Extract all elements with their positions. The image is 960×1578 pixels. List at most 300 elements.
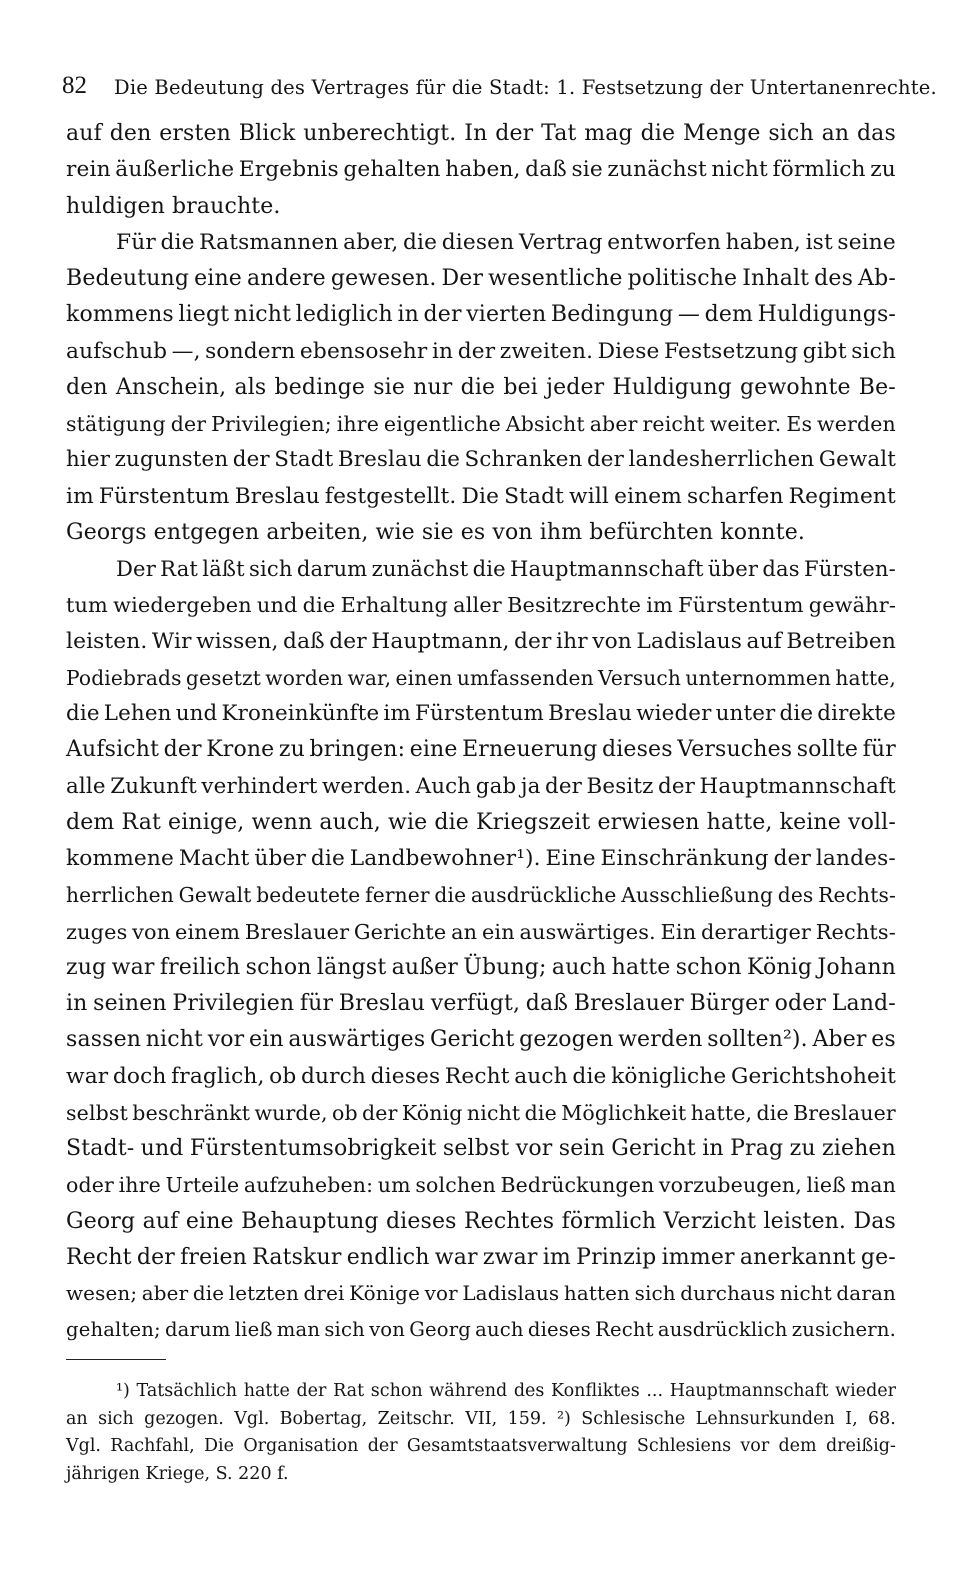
word: Möglichkeit xyxy=(561,1100,687,1125)
word: im xyxy=(542,1244,571,1270)
word: Breslau xyxy=(338,991,426,1016)
word: nicht xyxy=(145,1027,204,1053)
word: scharfen xyxy=(687,483,784,509)
word: erwiesen xyxy=(597,809,700,835)
text-line xyxy=(66,1276,896,1312)
word: auf xyxy=(66,121,102,146)
word: Fürstentumsobrigkeit xyxy=(189,1136,437,1161)
word: ließ xyxy=(806,1173,847,1198)
word: nicht xyxy=(779,1282,832,1305)
word: Ausschließung xyxy=(621,883,774,908)
word: zusichern. xyxy=(791,1318,896,1342)
word: Lehnsurkunden xyxy=(695,1408,835,1429)
word: Huldigungs- xyxy=(757,302,896,328)
word: die xyxy=(524,1100,557,1125)
word: will xyxy=(569,483,610,509)
word: Kriege, xyxy=(145,1463,211,1484)
word: vor xyxy=(740,1436,770,1456)
word: Recht xyxy=(595,1318,654,1342)
word: Es xyxy=(786,412,813,436)
word: des xyxy=(513,1381,545,1401)
word: 159. xyxy=(507,1408,547,1429)
word: Gericht xyxy=(611,1136,696,1161)
word: solchen xyxy=(415,1173,496,1198)
word: derartiger xyxy=(701,919,811,944)
word: ¹) xyxy=(116,1381,130,1401)
text-line xyxy=(66,225,896,261)
footnote-line xyxy=(66,1433,896,1461)
text-line xyxy=(66,370,896,406)
word: sich xyxy=(98,1408,134,1429)
word: gezogen. xyxy=(144,1408,224,1429)
word: daß xyxy=(525,157,567,183)
word: Für xyxy=(116,229,156,255)
word: aber, xyxy=(343,229,399,255)
word: politische xyxy=(627,266,738,291)
word: leisten. xyxy=(763,1208,847,1234)
word: Stadt xyxy=(504,483,564,509)
word: wieder xyxy=(636,701,712,726)
page-number: 82 xyxy=(62,72,87,99)
word: wesentliche xyxy=(488,266,623,291)
word: und xyxy=(256,593,298,618)
word: die xyxy=(756,1100,789,1125)
word: es xyxy=(871,1027,896,1053)
word: endlich xyxy=(346,1244,430,1270)
word: In xyxy=(464,121,488,146)
word: Prinzip xyxy=(576,1244,657,1270)
word: Schranken xyxy=(464,447,583,473)
word: schon xyxy=(245,954,312,980)
word: Betreiben xyxy=(786,628,896,654)
word: Zukunft xyxy=(110,773,197,799)
word: sie xyxy=(421,519,454,545)
word: die xyxy=(434,883,467,908)
word: aufzuheben: xyxy=(243,1173,374,1198)
word: Bobertag, xyxy=(279,1408,368,1429)
word: Breslauer xyxy=(573,991,684,1016)
word: hatte, xyxy=(835,665,896,690)
word: gewähr- xyxy=(808,593,896,618)
word: ein xyxy=(481,919,515,944)
word: Organisation xyxy=(243,1436,359,1456)
word: an xyxy=(451,919,478,944)
word: Inhalt xyxy=(742,266,810,291)
word: zu xyxy=(789,1136,816,1161)
word: haben, xyxy=(445,157,521,183)
word: Versuch xyxy=(598,665,682,690)
text-line xyxy=(66,877,896,913)
word: der xyxy=(457,338,496,364)
word: der xyxy=(329,628,367,654)
word: gehalten xyxy=(343,157,441,183)
word: wesen; xyxy=(66,1282,138,1305)
word: freien xyxy=(180,1244,247,1270)
word: reicht xyxy=(642,412,705,436)
word: der xyxy=(773,846,812,871)
word: die xyxy=(403,229,438,255)
word: Behauptung xyxy=(241,1208,379,1234)
word: die xyxy=(779,701,814,726)
text-line xyxy=(66,805,896,841)
word: Blick xyxy=(238,121,296,146)
word: Die xyxy=(204,1436,235,1456)
text-line xyxy=(66,1240,896,1276)
word: für xyxy=(862,737,896,763)
text-line xyxy=(66,116,896,152)
word: bedeutete xyxy=(256,883,361,908)
text-line xyxy=(66,914,896,950)
word: der xyxy=(232,447,270,473)
word: stätigung xyxy=(66,412,166,436)
text-line xyxy=(66,660,896,696)
word: im xyxy=(646,593,673,618)
word: herrlichen xyxy=(66,883,174,908)
word: äußerliche xyxy=(115,157,235,183)
text-line xyxy=(66,696,896,732)
word: Huldigung xyxy=(612,374,732,400)
word: Rechtes xyxy=(463,1208,555,1234)
word: dieses xyxy=(385,1208,457,1234)
running-title: Die Bedeutung des Vertrages für die Stadt: 1. Festsetzung der Untertanenrechte. xyxy=(114,76,937,99)
word: Johann xyxy=(817,954,896,980)
word: dem xyxy=(66,809,115,835)
word: an xyxy=(821,121,850,146)
word: des xyxy=(777,883,814,908)
word: Rechts- xyxy=(815,919,896,944)
word: seine xyxy=(837,229,896,255)
word: war xyxy=(111,954,155,980)
word: eine xyxy=(409,737,458,763)
word: dem xyxy=(778,1436,817,1456)
word: Hauptmannschaft xyxy=(669,1381,829,1401)
word: Bedrückungen xyxy=(500,1173,655,1198)
word: der xyxy=(495,121,534,146)
word: gewesen. xyxy=(330,266,437,291)
word: vorzubeugen, xyxy=(658,1173,802,1198)
word: Breslau xyxy=(548,701,633,726)
word: wieder xyxy=(835,1381,896,1401)
word: Land- xyxy=(831,991,896,1016)
text-line xyxy=(66,479,896,515)
word: gab xyxy=(475,773,517,799)
word: jeder xyxy=(546,374,605,400)
word: nicht xyxy=(233,302,292,328)
word: war xyxy=(434,1244,478,1270)
word: brauchte. xyxy=(172,193,281,219)
word: gibt xyxy=(802,338,847,364)
word: schon xyxy=(370,1381,423,1401)
word: der xyxy=(658,773,696,799)
word: ²) xyxy=(557,1408,571,1429)
word: die xyxy=(460,374,496,400)
word: ihr xyxy=(556,628,588,654)
word: der xyxy=(545,773,583,799)
word: Besitz xyxy=(586,773,654,799)
word: daß xyxy=(525,991,569,1016)
word: Eine xyxy=(545,846,596,871)
word: den xyxy=(109,121,152,146)
word: Konfliktes xyxy=(551,1381,640,1401)
word: die xyxy=(192,1282,225,1305)
word: nicht xyxy=(711,157,768,183)
running-head xyxy=(62,70,937,106)
word: der xyxy=(513,628,552,654)
word: in xyxy=(66,991,88,1016)
word: jährigen xyxy=(66,1463,140,1484)
text-line xyxy=(66,587,896,623)
word: doch xyxy=(112,1063,167,1089)
word: sein xyxy=(558,1136,605,1161)
word: letzten xyxy=(228,1282,299,1305)
word: bedinge xyxy=(274,374,366,400)
word: zunächst xyxy=(607,157,707,183)
word: war xyxy=(66,1063,109,1089)
word: eigentliche xyxy=(383,412,501,436)
word: eine xyxy=(194,266,242,291)
footnotes xyxy=(66,1378,896,1488)
word: mag xyxy=(584,121,633,146)
word: im xyxy=(383,701,411,726)
word: wiedergeben xyxy=(113,593,252,618)
word: wie xyxy=(387,809,428,835)
word: im xyxy=(66,483,94,509)
text-line xyxy=(66,152,896,188)
word: seinen xyxy=(93,991,167,1016)
word: sich xyxy=(249,556,293,581)
word: —, xyxy=(171,338,201,364)
word: man xyxy=(276,1318,321,1342)
word: Bedeutung xyxy=(66,266,190,291)
word: daran xyxy=(836,1282,896,1305)
word: König xyxy=(746,954,813,980)
word: dem xyxy=(704,302,754,328)
word: als xyxy=(234,374,267,400)
word: um xyxy=(377,1173,411,1198)
word: die xyxy=(572,1063,607,1089)
word: S. xyxy=(215,1463,233,1484)
word: die xyxy=(66,701,100,726)
text-line xyxy=(66,297,896,333)
word: einen xyxy=(395,665,453,690)
word: auch, xyxy=(319,809,381,835)
word: förmlich xyxy=(561,1208,657,1234)
word: landesherrlichen xyxy=(628,447,815,473)
word: beschränkt xyxy=(132,1100,251,1125)
word: Anschein, xyxy=(115,374,227,400)
word: voll- xyxy=(847,809,896,835)
text-line xyxy=(66,1312,896,1348)
word: war, xyxy=(347,665,392,690)
word: durch xyxy=(300,1063,367,1089)
word: Schlesiens xyxy=(636,1436,732,1456)
word: I, xyxy=(845,1408,858,1429)
word: f. xyxy=(277,1463,289,1484)
word: Der xyxy=(441,266,484,291)
word: unter xyxy=(715,701,776,726)
word: ferner xyxy=(365,883,430,908)
word: schon xyxy=(675,954,742,980)
word: Bürger xyxy=(689,991,769,1016)
word: gesetzt xyxy=(185,665,262,690)
word: der xyxy=(296,1381,327,1401)
word: zug xyxy=(66,954,107,980)
word: leisten. xyxy=(66,628,148,654)
word: aber xyxy=(141,1282,189,1305)
word: — xyxy=(677,302,700,328)
word: zwar xyxy=(482,1244,538,1270)
word: befürchten xyxy=(589,519,714,545)
text-line xyxy=(66,624,896,660)
word: sondern xyxy=(205,338,296,364)
word: gewohnte xyxy=(740,374,851,400)
word: Georg xyxy=(409,1318,471,1342)
word: Schlesische xyxy=(581,1408,686,1429)
footnote-line xyxy=(66,1406,896,1434)
word: Rat xyxy=(333,1381,365,1401)
footnote-line xyxy=(66,1461,896,1489)
word: ebensosehr xyxy=(299,338,428,364)
word: sich xyxy=(851,338,896,364)
word: landes- xyxy=(815,846,896,871)
word: rein xyxy=(66,157,111,183)
word: der xyxy=(136,1244,175,1270)
text-line xyxy=(66,334,896,370)
text-line xyxy=(66,841,896,877)
word: nur xyxy=(413,374,453,400)
word: liegt xyxy=(178,302,230,328)
word: Ratskur xyxy=(252,1244,342,1270)
word: dieses xyxy=(602,737,673,763)
word: drei xyxy=(303,1282,345,1305)
word: oder xyxy=(66,1173,114,1198)
word: Urteile xyxy=(165,1173,240,1198)
word: während xyxy=(429,1381,508,1401)
word: Einschränkung xyxy=(600,846,769,871)
text-line xyxy=(66,1022,896,1058)
word: über xyxy=(254,846,307,871)
text-line xyxy=(66,732,896,768)
word: Könige xyxy=(349,1282,420,1305)
word: vor xyxy=(424,1282,458,1305)
word: Stadt- xyxy=(66,1136,135,1161)
word: direkte xyxy=(817,701,896,726)
text-line xyxy=(66,189,896,225)
word: das xyxy=(762,556,800,581)
word: Gerichtshoheit xyxy=(730,1063,896,1089)
word: längst xyxy=(316,954,387,980)
word: ihre xyxy=(336,412,380,436)
word: die xyxy=(310,846,345,871)
word: auch xyxy=(551,954,607,980)
word: vor xyxy=(207,1027,245,1053)
word: Der xyxy=(116,556,156,581)
word: Gericht xyxy=(429,1027,515,1053)
word: die xyxy=(434,809,469,835)
word: über xyxy=(707,556,759,581)
word: werden xyxy=(618,1027,703,1053)
word: ausdrücklich xyxy=(657,1318,788,1342)
word: Macht xyxy=(178,846,250,871)
word: Vgl. xyxy=(234,1408,270,1429)
word: zu xyxy=(870,157,896,183)
word: darum xyxy=(296,556,368,581)
word: ... xyxy=(646,1381,664,1401)
word: Ergebnis xyxy=(238,157,339,183)
word: immer xyxy=(661,1244,735,1270)
word: dieses xyxy=(527,1318,591,1342)
word: auf xyxy=(746,628,782,654)
word: ihm xyxy=(539,519,583,545)
word: Rechts- xyxy=(818,883,896,908)
main-text xyxy=(66,116,896,1349)
word: von xyxy=(592,628,632,654)
word: verfügt, xyxy=(430,991,521,1016)
word: Vertrag xyxy=(518,229,603,255)
word: es xyxy=(460,519,486,545)
word: Absicht xyxy=(505,412,585,436)
word: ausdrückliche xyxy=(470,883,617,908)
word: Kroneinkünfte xyxy=(221,701,380,726)
word: König xyxy=(401,1100,463,1125)
word: den xyxy=(66,374,108,400)
word: Gesamtstaatsverwaltung xyxy=(406,1436,628,1456)
word: kommens xyxy=(66,302,174,328)
word: dreißig- xyxy=(825,1436,896,1456)
word: sich xyxy=(768,121,814,146)
word: unberechtigt. xyxy=(303,121,457,146)
word: eine xyxy=(185,1208,234,1234)
text-line xyxy=(66,1131,896,1167)
word: zu xyxy=(278,737,305,763)
word: sollten²). xyxy=(707,1027,808,1053)
word: Das xyxy=(853,1208,896,1234)
word: Privilegien xyxy=(172,991,295,1016)
word: Ab- xyxy=(858,266,896,291)
word: läßt xyxy=(202,556,245,581)
word: hatte xyxy=(611,954,671,980)
word: ist xyxy=(805,229,833,255)
word: sollte xyxy=(796,737,859,763)
word: der xyxy=(586,447,624,473)
word: Krone xyxy=(206,737,275,763)
word: Ratsmannen xyxy=(199,229,339,255)
word: entgegen xyxy=(153,519,260,545)
word: in xyxy=(397,302,419,328)
word: Fürstentum xyxy=(414,701,544,726)
word: werden. xyxy=(321,773,412,799)
word: ziehen xyxy=(822,1136,896,1161)
word: man xyxy=(850,1173,896,1198)
word: tum xyxy=(66,593,108,618)
word: Festsetzung xyxy=(664,338,799,364)
word: daß xyxy=(283,628,325,654)
text-line xyxy=(66,406,896,442)
word: Verzicht xyxy=(663,1208,757,1234)
word: sich xyxy=(324,1318,365,1342)
word: sie xyxy=(571,157,603,183)
word: die xyxy=(426,447,461,473)
word: königliche xyxy=(611,1063,727,1089)
word: vierten xyxy=(466,302,547,328)
word: sich xyxy=(634,1282,676,1305)
word: Breslau xyxy=(337,447,422,473)
word: einem xyxy=(175,919,241,944)
word: Stadt xyxy=(274,447,334,473)
word: das xyxy=(856,121,896,146)
word: ge- xyxy=(860,1244,896,1270)
word: der xyxy=(170,412,207,436)
